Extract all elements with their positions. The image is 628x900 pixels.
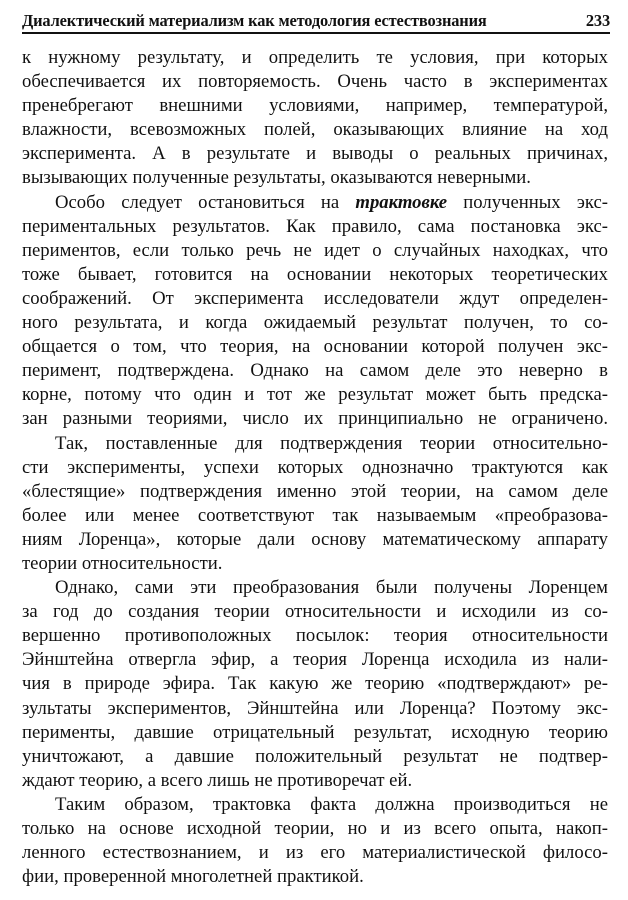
text-line: к нужному результату, и определить те условия, при которых <box>22 47 608 68</box>
text-line: ждают теорию, а всего лишь не противоречат ей. <box>22 769 413 791</box>
text-line: обеспечивается их повторяемость. Очень часто в экспериментах <box>22 71 608 93</box>
text-line: теории относительности. <box>22 552 223 574</box>
running-title: Диалектический материализм как методология естествознания <box>22 11 487 30</box>
paragraph-4 <box>22 576 608 793</box>
paragraph-1 <box>22 46 608 191</box>
text-line: Эйнштейна отвергла эфир, а теория Лоренца исходила из нали- <box>22 649 608 671</box>
paragraph-3 <box>22 432 608 577</box>
text-line: ленного естествознанием, и из его материалистической филосо- <box>22 842 608 864</box>
text-line: Таким образом, трактовка факта должна производиться не <box>55 793 608 815</box>
text-line: перимент, подтверждена. Однако на самом деле это неверно в <box>22 360 608 382</box>
text-line: за год до создания теории относительности и исходили из со- <box>22 601 608 623</box>
text-line <box>22 191 608 215</box>
text-line: влажности, всевозможных полей, оказывающих влияние на ход <box>22 119 608 141</box>
text-line: «блестящие» подтверждения именно этой теории, на самом деле <box>22 480 608 502</box>
text-line: только на основе исходной теории, но и из всего опыта, накоп- <box>22 818 608 839</box>
text-line: периментальных результатов. Как правило, сама постановка экс- <box>22 215 608 237</box>
text-run: Особо следует остановиться на <box>55 191 356 213</box>
text-line: корне, потому что один и тот же результат может быть предска- <box>22 384 608 406</box>
text-line: фии, проверенной многолетней практикой. <box>22 866 364 888</box>
text-line: уничтожают, а давшие положительный результат не подтвер- <box>22 745 608 767</box>
text-line: более или менее соответствуют так называемым «преобразова- <box>22 504 608 526</box>
text-line: ниям Лоренца», которые дали основу математическому аппарату <box>22 528 608 550</box>
text-line: Так, поставленные для подтверждения теории относительно- <box>55 432 608 454</box>
text-line: вызывающих полученные результаты, оказываются неверными. <box>22 167 531 189</box>
text-line: зультаты экспериментов, Эйнштейна или Лоренца? Поэтому экс- <box>22 697 608 719</box>
text-line: сти эксперименты, успехи которых однозначно трактуются как <box>22 456 608 478</box>
paragraph-2 <box>22 191 608 432</box>
text-line: вершенно противоположных посылок: теория относительности <box>22 625 608 647</box>
text-line: соображений. От эксперимента исследователи ждут определен- <box>22 287 608 309</box>
text-line: зан разными теориями, число их принципиально не ограничено. <box>22 408 608 430</box>
page-number: 233 <box>585 11 610 30</box>
emphasized-term: трактовке <box>355 191 448 213</box>
running-header <box>22 8 610 34</box>
paragraph-5 <box>22 793 608 889</box>
text-line: эксперимента. А в результате и выводы о реальных причинах, <box>22 143 608 165</box>
text-line: периментов, если только речь не идет о случайных находках, что <box>22 239 608 261</box>
text-line: Однако, сами эти преобразования были получены Лоренцем <box>55 577 608 599</box>
page-body <box>22 46 608 889</box>
text-line: общается о том, что теория, на основании которой получен экс- <box>22 336 608 358</box>
text-line: ного результата, и когда ожидаемый результат получен, то со- <box>22 312 608 334</box>
text-run: полученных экс- <box>447 191 609 213</box>
text-line: пренебрегают внешними условиями, например, температурой, <box>22 95 608 117</box>
text-line: тоже бывает, готовится на основании некоторых теоретических <box>22 263 608 285</box>
text-line: перименты, давшие отрицательный результат, исходную теорию <box>22 721 608 743</box>
text-line: чия в природе эфира. Так какую же теорию «подтверждают» ре- <box>22 673 608 695</box>
